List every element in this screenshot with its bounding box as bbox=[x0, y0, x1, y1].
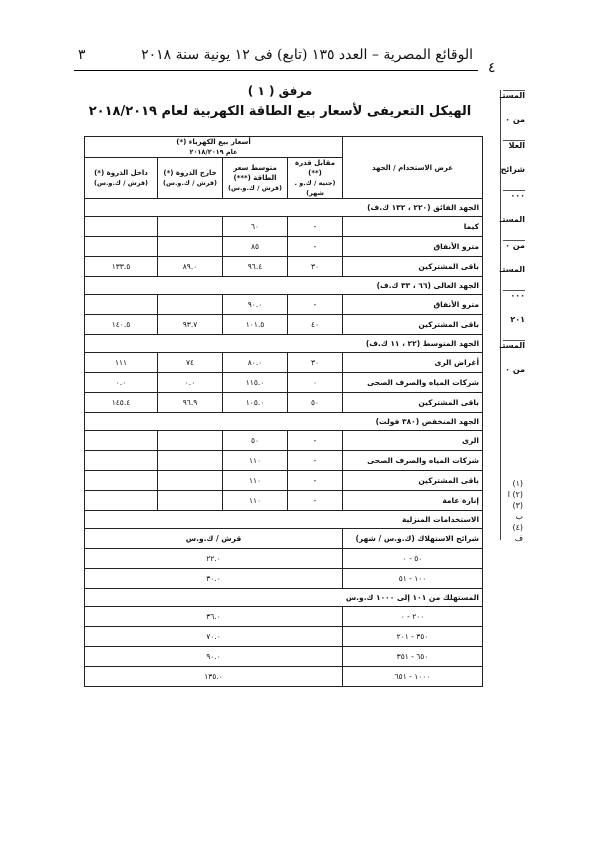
header-text: الوقائع المصرية – العدد ١٣٥ (تابع) فى ١٢ يونية سنة ٢٠١٨ bbox=[141, 47, 473, 63]
tier-cell: ٣٥٠ - ٢٠١ bbox=[343, 627, 483, 647]
side-fragment: المستـ bbox=[499, 341, 525, 350]
col-peak: داخل الذروة (*) (قرش / ك.و.س) bbox=[85, 158, 158, 199]
capacity-cell: - bbox=[288, 491, 343, 511]
peak-cell: ١٤٥.٤ bbox=[85, 393, 158, 413]
row-label: الرى bbox=[343, 431, 483, 451]
capacity-cell: - bbox=[288, 431, 343, 451]
header-rule bbox=[74, 70, 478, 71]
tier-cell: ٥٠ - ٠ bbox=[343, 549, 483, 569]
residential-row bbox=[85, 647, 483, 667]
avg-price-cell: ١١٠ bbox=[223, 471, 288, 491]
col-capacity: مقابل قدرة (**) (جنيه / ك.و . شهر) bbox=[288, 158, 343, 199]
row-label: شركات المياه والصرف الصحى bbox=[343, 373, 483, 393]
off-peak-cell bbox=[158, 471, 223, 491]
tier-cell: ١٠٠ - ٥١ bbox=[343, 569, 483, 589]
residential-subsection bbox=[85, 589, 483, 607]
side-fragment: المستـ bbox=[499, 91, 525, 100]
capacity-cell: - bbox=[288, 217, 343, 237]
tier-price-cell: ٢٢.٠ bbox=[85, 549, 343, 569]
side-note: (٢) ا bbox=[507, 490, 523, 499]
side-fragment: ٠٠٠ bbox=[503, 290, 525, 300]
table-row bbox=[85, 431, 483, 451]
avg-price-cell: ١٠١.٥ bbox=[223, 315, 288, 335]
capacity-cell: - bbox=[288, 471, 343, 491]
capacity-cell: - bbox=[288, 451, 343, 471]
off-peak-cell bbox=[158, 295, 223, 315]
off-peak-cell bbox=[158, 237, 223, 257]
avg-price-cell: ٥٠ bbox=[223, 431, 288, 451]
capacity-cell: ٣٠ bbox=[288, 353, 343, 373]
table-row bbox=[85, 217, 483, 237]
tier-header: شرائح الاستهلاك (ك.و.س / شهر) bbox=[343, 529, 483, 549]
row-label: باقى المشتركين bbox=[343, 393, 483, 413]
side-fragment: المستـ bbox=[499, 265, 525, 274]
prices-year: عام ٢٠١٨/٢٠١٩ bbox=[189, 148, 238, 156]
annex-label: مرفق ( ١ ) bbox=[247, 84, 313, 98]
side-fragment: من ٠ bbox=[505, 115, 525, 124]
tier-price-cell: ٧٠.٠ bbox=[85, 627, 343, 647]
avg-price-cell: ١١٥.٠ bbox=[223, 373, 288, 393]
adjacent-page-notes bbox=[503, 478, 523, 544]
peak-cell bbox=[85, 217, 158, 237]
avg-price-cell: ٩٠.٠ bbox=[223, 295, 288, 315]
capacity-cell: ٠ bbox=[288, 373, 343, 393]
table-row bbox=[85, 373, 483, 393]
tier-price-cell: ٩٠.٠ bbox=[85, 647, 343, 667]
page-number: ٣ bbox=[78, 47, 86, 63]
col-prices-group bbox=[85, 137, 343, 158]
side-fragment: ٢٠١ bbox=[510, 315, 525, 324]
section-title: الجهد المنخفض (٣٨٠ فولت) bbox=[85, 413, 483, 431]
side-fragment: من ٠ bbox=[505, 365, 525, 374]
avg-price-cell: ٨٥ bbox=[223, 237, 288, 257]
tier-price-cell: ٣٦.٠ bbox=[85, 607, 343, 627]
residential-row bbox=[85, 607, 483, 627]
col-avg: متوسط سعر الطاقة (***) (قرش / ك.و.س) bbox=[223, 158, 288, 199]
off-peak-cell: ٩٦.٩ bbox=[158, 393, 223, 413]
prices-group-label: أسعار بيع الكهرباء (*) bbox=[176, 138, 251, 146]
section-row bbox=[85, 199, 483, 217]
residential-section bbox=[85, 511, 483, 529]
avg-price-cell: ١٠٥.٠ bbox=[223, 393, 288, 413]
table-row bbox=[85, 295, 483, 315]
table-row bbox=[85, 471, 483, 491]
residential-subtitle: المستهلك من ١٠١ إلى ١٠٠٠ ك.و.س bbox=[85, 589, 483, 607]
tier-cell: ١٠٠٠ - ٦٥١ bbox=[343, 667, 483, 687]
adjacent-page-fragment bbox=[500, 90, 525, 540]
side-fragment: من ٠ bbox=[503, 240, 525, 250]
peak-cell bbox=[85, 471, 158, 491]
residential-row bbox=[85, 549, 483, 569]
off-peak-cell: ٧٤ bbox=[158, 353, 223, 373]
avg-price-cell: ١١٠ bbox=[223, 491, 288, 511]
peak-cell bbox=[85, 295, 158, 315]
side-note: (٣) ب bbox=[512, 501, 523, 521]
capacity-cell: - bbox=[288, 237, 343, 257]
peak-cell: ١١١ bbox=[85, 353, 158, 373]
capacity-cell: - bbox=[288, 295, 343, 315]
off-peak-cell: ٨٩.٠ bbox=[158, 257, 223, 277]
table-row bbox=[85, 353, 483, 373]
table-row bbox=[85, 257, 483, 277]
side-note: (٤) ف bbox=[512, 523, 523, 543]
off-peak-cell bbox=[158, 431, 223, 451]
side-fragment: العلا bbox=[503, 140, 525, 150]
row-label: أغراض الرى bbox=[343, 353, 483, 373]
document-title: الهيكل التعريفى لأسعار بيع الطاقة الكهربية لعام ٢٠١٨/٢٠١٩ bbox=[88, 104, 472, 119]
off-peak-cell: ٠.٠ bbox=[158, 373, 223, 393]
section-row bbox=[85, 277, 483, 295]
running-header bbox=[78, 44, 473, 66]
off-peak-cell bbox=[158, 217, 223, 237]
price-header: قرش / ك.و.س bbox=[85, 529, 343, 549]
section-row bbox=[85, 413, 483, 431]
tier-cell: ٢٠٠ - ٠ bbox=[343, 607, 483, 627]
peak-cell: ١٣٣.٥ bbox=[85, 257, 158, 277]
off-peak-cell: ٩٣.٧ bbox=[158, 315, 223, 335]
residential-row bbox=[85, 627, 483, 647]
avg-price-cell: ٦٠ bbox=[223, 217, 288, 237]
tariff-table bbox=[84, 136, 483, 687]
residential-header-row bbox=[85, 529, 483, 549]
residential-row bbox=[85, 667, 483, 687]
off-peak-cell bbox=[158, 451, 223, 471]
avg-price-cell: ٨٠.٠ bbox=[223, 353, 288, 373]
side-note: (١) bbox=[512, 479, 523, 488]
table-row bbox=[85, 393, 483, 413]
table-row bbox=[85, 491, 483, 511]
table-row bbox=[85, 237, 483, 257]
side-page-number: ٤ bbox=[488, 60, 496, 76]
residential-title: الاستخدامات المنزلية bbox=[85, 511, 483, 529]
section-row bbox=[85, 335, 483, 353]
row-label: باقى المشتركين bbox=[343, 257, 483, 277]
peak-cell bbox=[85, 451, 158, 471]
row-label: مترو الأنفاق bbox=[343, 237, 483, 257]
capacity-cell: ٥٠ bbox=[288, 393, 343, 413]
row-label: إنارة عامة bbox=[343, 491, 483, 511]
side-fragment: شرائح bbox=[500, 165, 525, 174]
row-label: شركات المياه والصرف الصحى bbox=[343, 451, 483, 471]
peak-cell bbox=[85, 431, 158, 451]
peak-cell: ٠.٠ bbox=[85, 373, 158, 393]
tier-price-cell: ٣٠.٠ bbox=[85, 569, 343, 589]
peak-cell bbox=[85, 237, 158, 257]
row-label: باقى المشتركين bbox=[343, 315, 483, 335]
tier-cell: ٦٥٠ - ٣٥١ bbox=[343, 647, 483, 667]
peak-cell: ١٤٠.٥ bbox=[85, 315, 158, 335]
row-label: كيما bbox=[343, 217, 483, 237]
residential-row bbox=[85, 569, 483, 589]
peak-cell bbox=[85, 491, 158, 511]
col-off-peak: خارج الذروة (*) (قرش / ك.و.س) bbox=[158, 158, 223, 199]
section-title: الجهد الفائق (٢٢٠ ، ١٣٢ ك.ف) bbox=[85, 199, 483, 217]
col-purpose: غرض الاستخدام / الجهد bbox=[343, 137, 483, 199]
off-peak-cell bbox=[158, 491, 223, 511]
side-fragment: المستـ bbox=[499, 215, 525, 224]
avg-price-cell: ١١٠ bbox=[223, 451, 288, 471]
row-label: مترو الأنفاق bbox=[343, 295, 483, 315]
side-fragment: ٠٠٠ bbox=[503, 190, 525, 200]
table-row bbox=[85, 451, 483, 471]
capacity-cell: ٣٠ bbox=[288, 257, 343, 277]
section-title: الجهد المتوسط (٢٢ ، ١١ ك.ف) bbox=[85, 335, 483, 353]
row-label: باقى المشتركين bbox=[343, 471, 483, 491]
tier-price-cell: ١٣٥.٠ bbox=[85, 667, 343, 687]
section-title: الجهد العالى (٦٦ ، ٣٣ ك.ف) bbox=[85, 277, 483, 295]
table-row bbox=[85, 315, 483, 335]
avg-price-cell: ٩٦.٤ bbox=[223, 257, 288, 277]
capacity-cell: ٤٠ bbox=[288, 315, 343, 335]
